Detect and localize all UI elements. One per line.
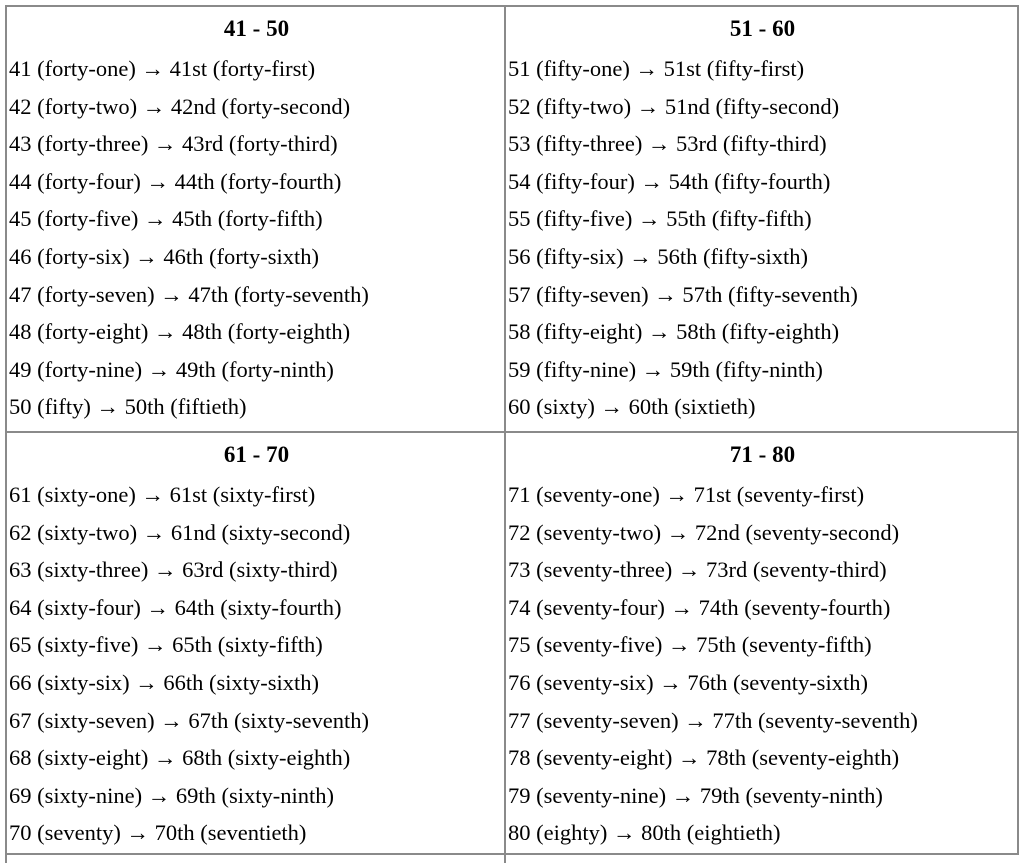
list-item: 48 (forty-eight) → 48th (forty-eighth) — [9, 319, 351, 345]
list-item: 77 (seventy-seven) → 77th (seventy-seventh) — [508, 707, 918, 733]
list-item: 75 (seventy-five) → 75th (seventy-fifth) — [508, 632, 872, 658]
list-item: 45 (forty-five) → 45th (forty-fifth) — [9, 206, 323, 232]
list-item: 80 (eighty) → 80th (eightieth) — [508, 820, 781, 846]
list-item: 74 (seventy-four) → 74th (seventy-fourth) — [508, 594, 891, 620]
number-list — [9, 476, 504, 852]
list-item: 69 (sixty-nine) → 69th (sixty-ninth) — [9, 782, 334, 808]
list-item: 68 (sixty-eight) → 68th (sixty-eighth) — [9, 745, 351, 771]
cell-heading: 71 - 80 — [729, 442, 796, 467]
list-item: 66 (sixty-six) → 66th (sixty-sixth) — [9, 669, 319, 695]
list-item: 65 (sixty-five) → 65th (sixty-fifth) — [9, 632, 323, 658]
list-item: 57 (fifty-seven) → 57th (fifty-seventh) — [508, 281, 858, 307]
list-item: 67 (sixty-seven) → 67th (sixty-seventh) — [9, 707, 369, 733]
table-continuation-border — [5, 855, 1019, 863]
list-item: 41 (forty-one) → 41st (forty-first) — [9, 56, 316, 81]
list-item: 44 (forty-four) → 44th (forty-fourth) — [9, 168, 342, 194]
list-item: 42 (forty-two) → 42nd (forty-second) — [9, 93, 351, 119]
number-list — [508, 476, 1017, 852]
list-item: 64 (sixty-four) → 64th (sixty-fourth) — [9, 594, 342, 620]
table-cell-51-60 — [506, 7, 1017, 433]
list-item: 60 (sixty) → 60th (sixtieth) — [508, 394, 756, 420]
list-item: 62 (sixty-two) → 61nd (sixty-second) — [9, 519, 351, 545]
list-item: 50 (fifty) → 50th (fiftieth) — [9, 394, 247, 420]
list-item: 58 (fifty-eight) → 58th (fifty-eighth) — [508, 319, 840, 345]
ordinal-numbers-table — [5, 5, 1019, 855]
list-item: 46 (forty-six) → 46th (forty-sixth) — [9, 243, 319, 269]
list-item: 43 (forty-three) → 43rd (forty-third) — [9, 131, 338, 157]
list-item: 73 (seventy-three) → 73rd (seventy-third) — [508, 557, 887, 583]
list-item: 59 (fifty-nine) → 59th (fifty-ninth) — [508, 356, 823, 382]
list-item: 55 (fifty-five) → 55th (fifty-fifth) — [508, 206, 812, 232]
list-item: 76 (seventy-six) → 76th (seventy-sixth) — [508, 669, 868, 695]
table-cell-41-50 — [7, 7, 506, 433]
list-item: 79 (seventy-nine) → 79th (seventy-ninth) — [508, 782, 883, 808]
list-item: 53 (fifty-three) → 53rd (fifty-third) — [508, 131, 827, 157]
list-item: 71 (seventy-one) → 71st (seventy-first) — [508, 482, 865, 507]
list-item: 54 (fifty-four) → 54th (fifty-fourth) — [508, 168, 831, 194]
list-item: 51 (fifty-one) → 51st (fifty-first) — [508, 56, 805, 81]
list-item: 56 (fifty-six) → 56th (fifty-sixth) — [508, 243, 808, 269]
list-item: 61 (sixty-one) → 61st (sixty-first) — [9, 482, 316, 507]
list-item: 63 (sixty-three) → 63rd (sixty-third) — [9, 557, 338, 583]
cell-heading: 51 - 60 — [729, 16, 796, 41]
list-item: 72 (seventy-two) → 72nd (seventy-second) — [508, 519, 900, 545]
number-list — [9, 50, 504, 426]
table-cell-61-70 — [7, 433, 506, 853]
list-item: 47 (forty-seven) → 47th (forty-seventh) — [9, 281, 369, 307]
list-item: 78 (seventy-eight) → 78th (seventy-eighth) — [508, 745, 900, 771]
table-cell-71-80 — [506, 433, 1017, 853]
list-item: 49 (forty-nine) → 49th (forty-ninth) — [9, 356, 334, 382]
cell-heading: 61 - 70 — [223, 442, 290, 467]
number-list — [508, 50, 1017, 426]
cell-heading: 41 - 50 — [223, 16, 290, 41]
list-item: 70 (seventy) → 70th (seventieth) — [9, 820, 307, 846]
list-item: 52 (fifty-two) → 51nd (fifty-second) — [508, 93, 840, 119]
